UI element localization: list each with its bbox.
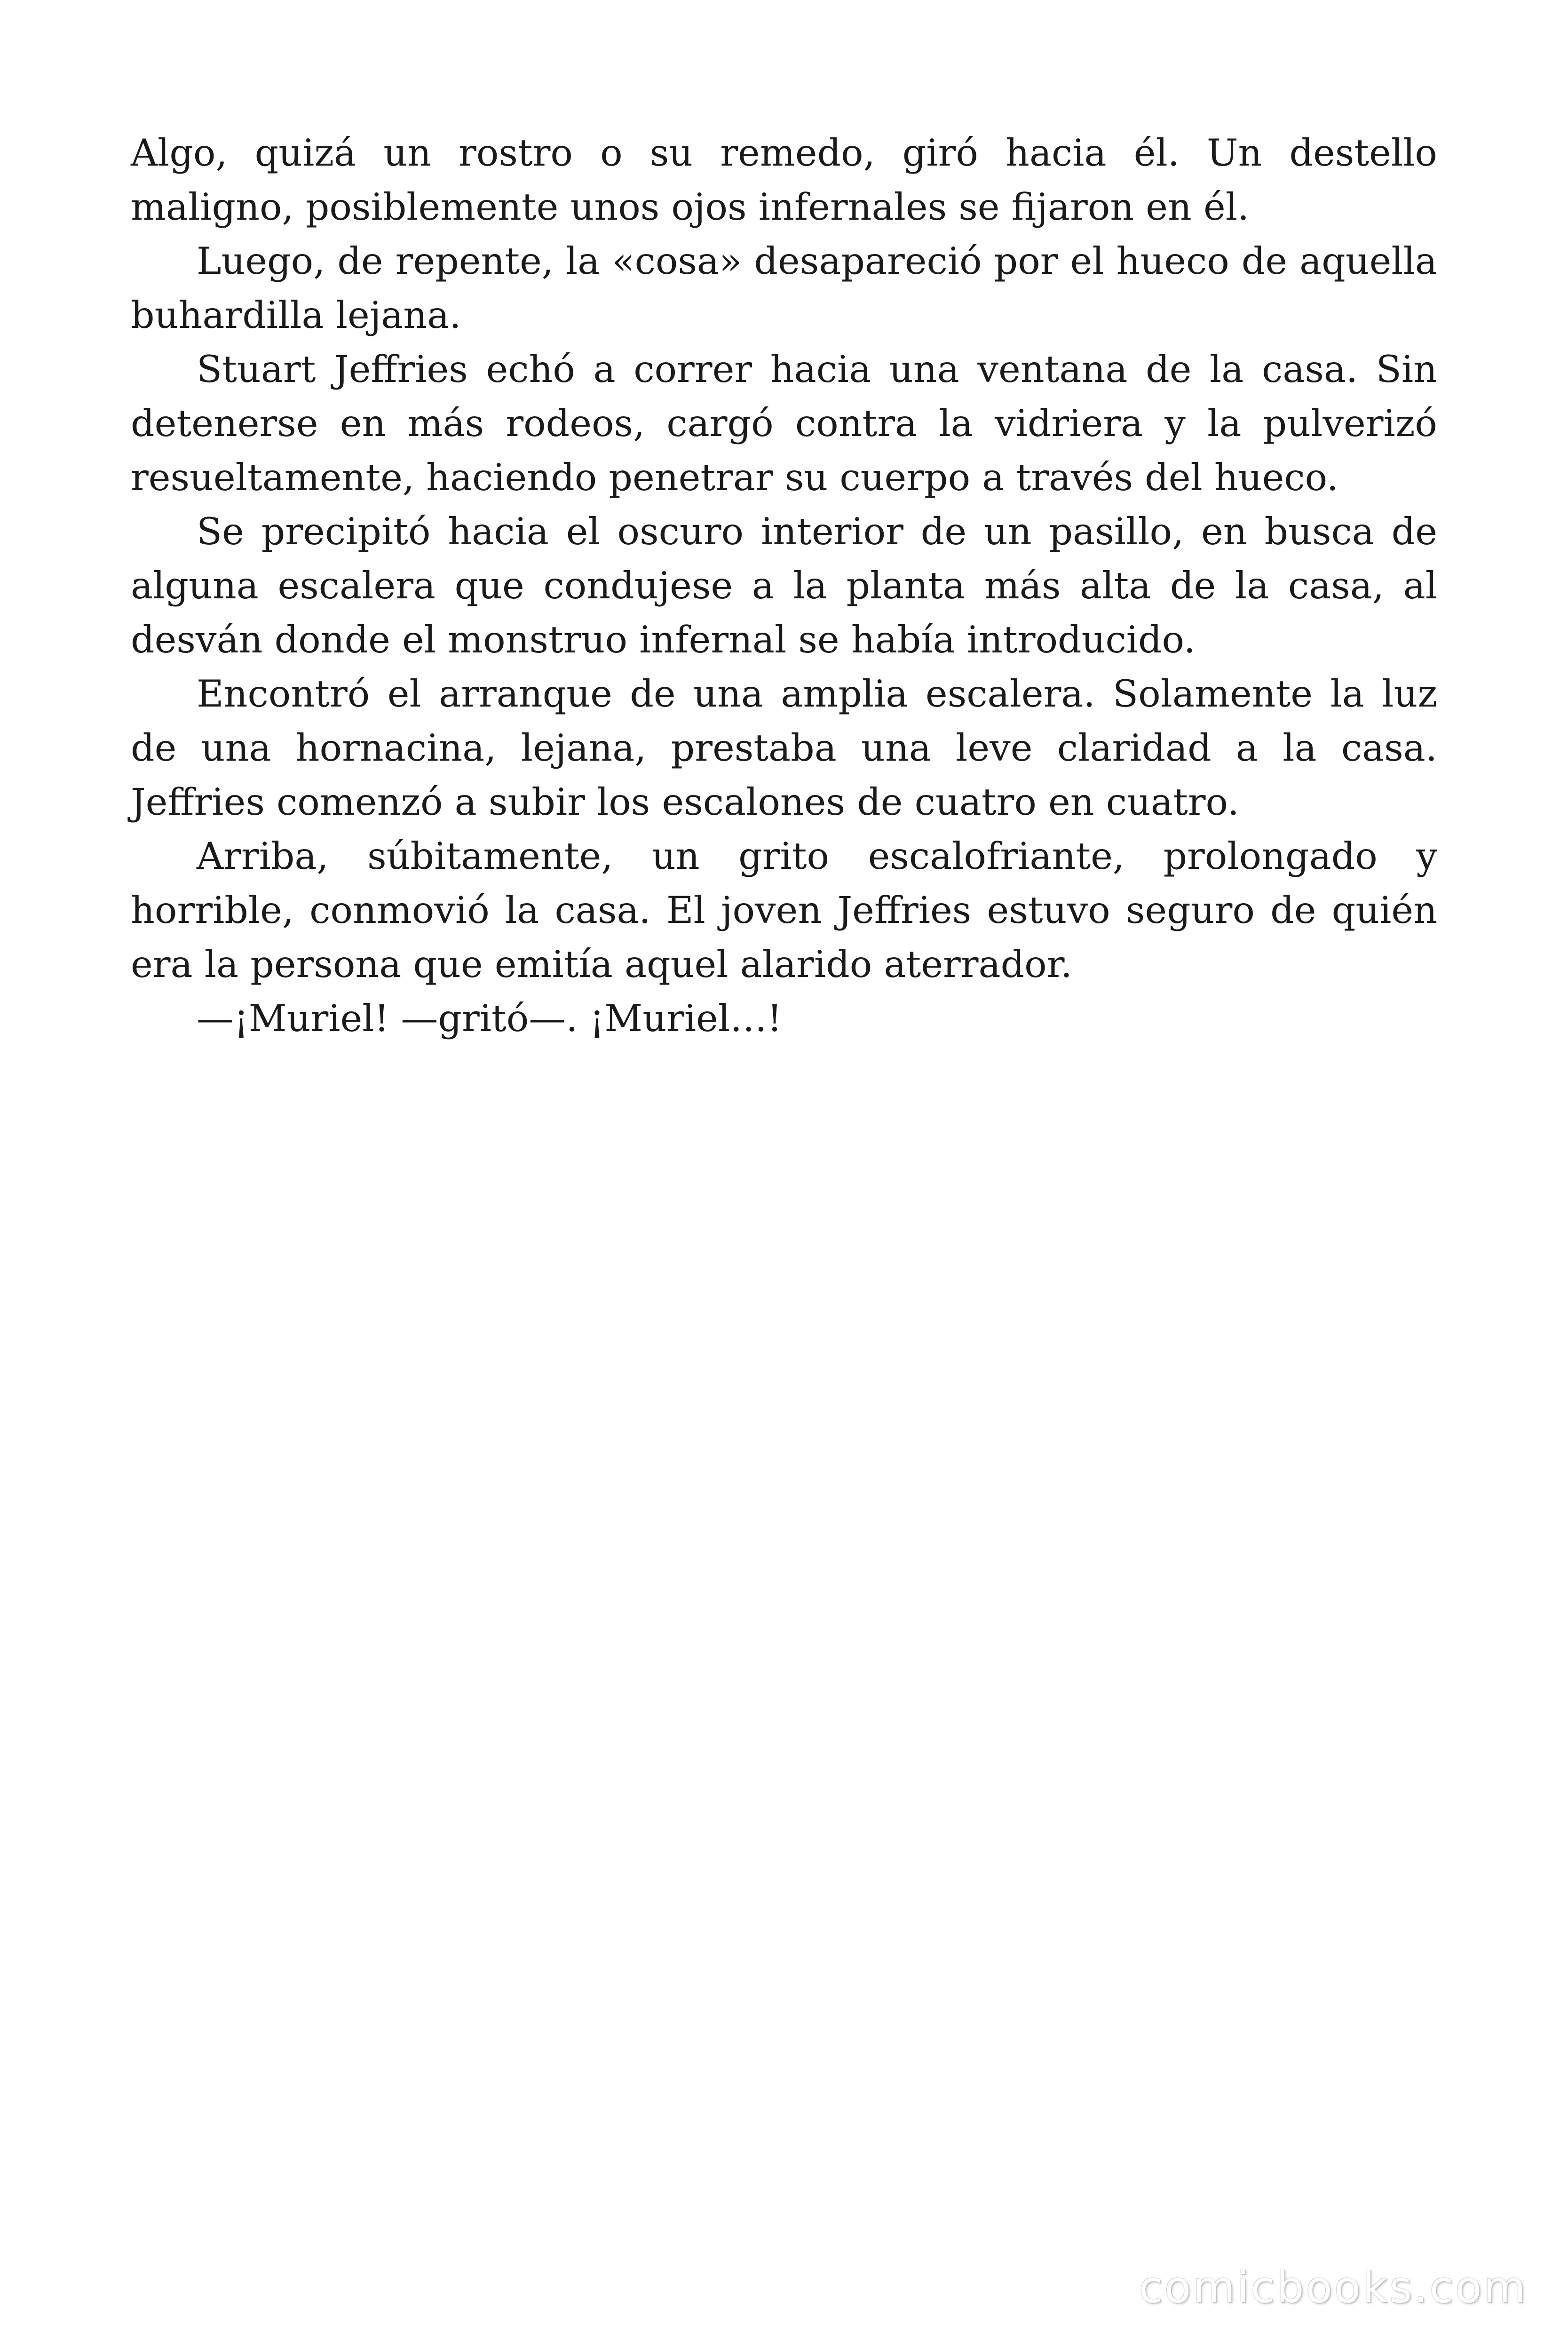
paragraph: Luego, de repente, la «cosa» desapareció por el hueco de aquella buhardilla lejana. <box>131 239 1437 337</box>
paragraph: Arriba, súbitamente, un grito escalofriante, prolongado y horrible, conmovió la casa. El joven Jeffries estuvo seguro de quién era la persona que emitía aquel alarido aterrador. <box>131 834 1437 986</box>
watermark: comicbooks.com <box>1139 2262 1528 2312</box>
paragraph: Se precipitó hacia el oscuro interior de un pasillo, en busca de alguna escalera que condujese a la planta más alta de la casa, al desván donde el monstruo infernal se había introducido. <box>131 510 1437 661</box>
paragraph: Encontró el arranque de una amplia escalera. Solamente la luz de una hornacina, lejana, prestaba una leve claridad a la casa. Jeffries comenzó a subir los escalones de cuatro en cuatro. <box>131 672 1437 824</box>
paragraph: —¡Muriel! —gritó—. ¡Muriel…! <box>197 997 782 1040</box>
paragraph: Stuart Jeffries echó a correr hacia una ventana de la casa. Sin detenerse en más rodeos, cargó contra la vidriera y la pulverizó resueltamente, haciendo penetrar su cuerpo a través del hueco. <box>131 348 1437 499</box>
body-text <box>131 126 1437 1046</box>
paragraph: Algo, quizá un rostro o su remedo, giró hacia él. Un destello maligno, posiblemente unos ojos infernales se fijaron en él. <box>131 131 1437 229</box>
